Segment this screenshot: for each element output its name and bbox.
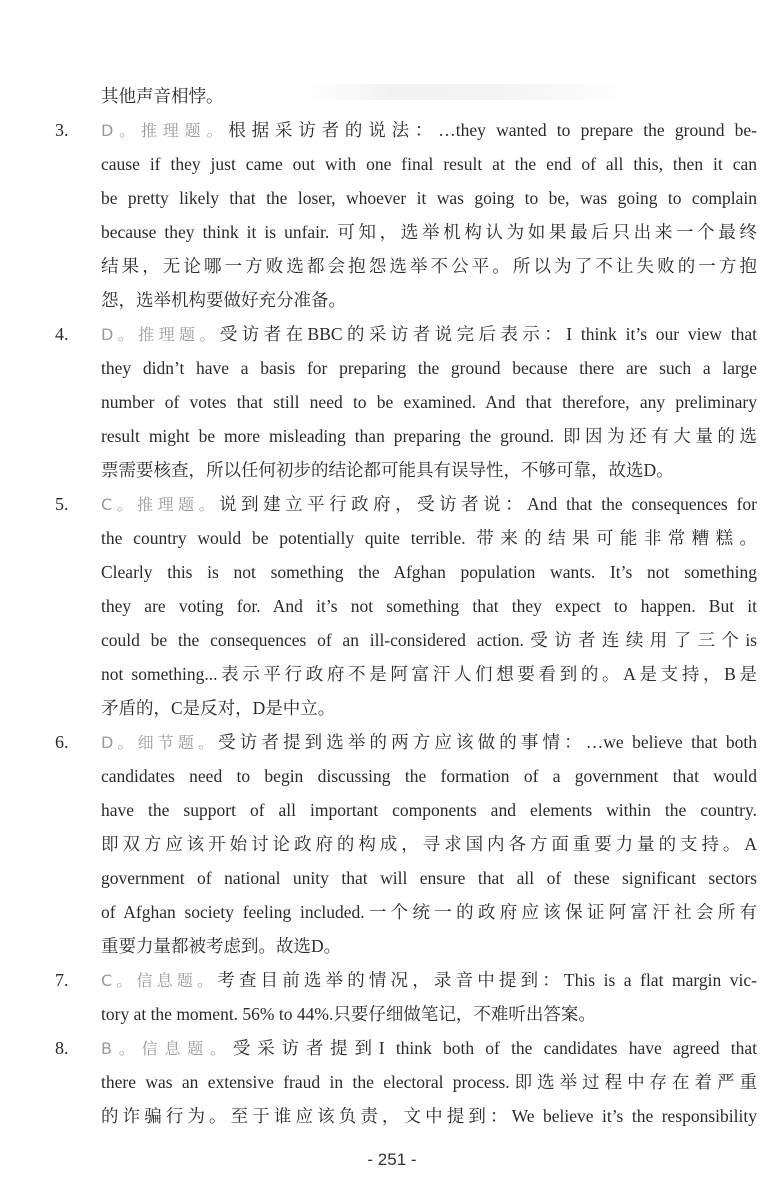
- item-number: 8.: [55, 1038, 69, 1058]
- answer-tag: D。细节题。: [101, 733, 219, 752]
- line-text: they are voting for. And it’s not something that they expect to happen. But it: [101, 596, 757, 616]
- text-line: [101, 997, 757, 1031]
- text-line: [101, 861, 757, 895]
- text-line: [101, 215, 757, 249]
- line-text: 怨，选举机构要做好充分准备。: [101, 290, 346, 310]
- text-line: [101, 351, 757, 385]
- line-text: number of votes that still need to be examined. And that therefore, any preliminary: [101, 392, 757, 412]
- answer-tag: C。信息题。: [101, 971, 218, 990]
- text-line: [101, 249, 757, 283]
- text-line: [101, 79, 757, 113]
- text-line: [101, 589, 757, 623]
- item-number: 5.: [55, 494, 69, 514]
- page-number: - 251 -: [367, 1150, 417, 1169]
- line-text: have the support of all important components and elements within the country.: [101, 800, 757, 820]
- line-text: tory at the moment. 56% to 44%.只要仔细做笔记，不难听出答案。: [101, 1004, 596, 1024]
- text-line: [101, 657, 757, 691]
- line-text: 说到建立平行政府，受访者说：And that the consequences for: [219, 494, 757, 514]
- text-line: [101, 487, 757, 521]
- line-text: 其他声音相悖。: [101, 86, 224, 106]
- answer-tag: D。推理题。: [101, 121, 229, 140]
- item-number: 6.: [55, 732, 69, 752]
- line-text: Clearly this is not something the Afghan population wants. It’s not something: [101, 562, 757, 582]
- text-line: [101, 521, 757, 555]
- text-line: [101, 453, 757, 487]
- line-text: cause if they just came out with one final result at the end of all this, then it can: [101, 154, 757, 174]
- text-line: [101, 1065, 757, 1099]
- line-text: 受采访者提到I think both of the candidates have agreed that: [232, 1038, 757, 1058]
- line-text: not something...表示平行政府不是阿富汗人们想要看到的。A是支持，B是: [101, 664, 757, 684]
- answer-tag: D。推理题。: [101, 325, 220, 344]
- answer-tag: B。信息题。: [101, 1039, 233, 1058]
- text-line: [101, 181, 757, 215]
- line-text: could be the consequences of an ill-considered action.受访者连续用了三个is: [101, 630, 757, 650]
- text-line: [101, 691, 757, 725]
- line-text: 的诈骗行为。至于谁应该负责，文中提到：We believe it’s the responsibility: [101, 1106, 757, 1126]
- line-text: 票需要核查，所以任何初步的结论都可能具有误导性，不够可靠，故选D。: [101, 460, 674, 480]
- text-line: [101, 725, 757, 759]
- line-text: 矛盾的，C是反对，D是中立。: [101, 698, 336, 718]
- item-number: 3.: [55, 120, 69, 140]
- text-line: [101, 827, 757, 861]
- line-text: the country would be potentially quite terrible. 带来的结果可能非常糟糕。: [101, 528, 757, 548]
- answer-tag: C。推理题。: [101, 495, 220, 514]
- text-line: [101, 895, 757, 929]
- text-line: [101, 385, 757, 419]
- text-line: [101, 555, 757, 589]
- line-text: because they think it is unfair. 可知，选举机构认为如果最后只出来一个最终: [101, 222, 757, 242]
- line-text: result might be more misleading than preparing the ground. 即因为还有大量的选: [101, 426, 757, 446]
- line-text: candidates need to begin discussing the formation of a government that would: [101, 766, 757, 786]
- line-text: of Afghan society feeling included.一个统一的政府应该保证阿富汗社会所有: [101, 902, 757, 922]
- line-text: 受访者提到选举的两方应该做的事情：…we believe that both: [218, 732, 757, 752]
- line-text: there was an extensive fraud in the electoral process.即选举过程中存在着严重: [101, 1072, 757, 1092]
- text-line: [101, 113, 757, 147]
- text-line: [101, 419, 757, 453]
- text-line: [101, 963, 757, 997]
- text-line: [101, 283, 757, 317]
- line-text: 结果，无论哪一方败选都会抱怨选举不公平。所以为了不让失败的一方抱: [101, 256, 757, 276]
- line-text: be pretty likely that the loser, whoever it was going to be, was going to complain: [101, 188, 757, 208]
- text-line: [101, 929, 757, 963]
- text-line: [101, 147, 757, 181]
- text-line: [101, 793, 757, 827]
- item-number: 4.: [55, 324, 69, 344]
- line-text: 重要力量都被考虑到。故选D。: [101, 936, 342, 956]
- line-text: 即双方应该开始讨论政府的构成，寻求国内各方面重要力量的支持。A: [101, 834, 757, 854]
- line-text: 考查目前选举的情况，录音中提到：This is a flat margin vic-: [217, 970, 757, 990]
- item-number: 7.: [55, 970, 69, 990]
- line-text: government of national unity that will ensure that all of these significant sectors: [101, 868, 757, 888]
- text-line: [101, 1099, 757, 1133]
- text-line: [101, 317, 757, 351]
- text-line: [101, 759, 757, 793]
- line-text: 受访者在BBC的采访者说完后表示：I think it’s our view that: [219, 324, 757, 344]
- text-line: [101, 623, 757, 657]
- text-line: [101, 1031, 757, 1065]
- line-text: 根据采访者的说法：…they wanted to prepare the ground be-: [228, 120, 757, 140]
- line-text: they didn’t have a basis for preparing the ground because there are such a large: [101, 358, 757, 378]
